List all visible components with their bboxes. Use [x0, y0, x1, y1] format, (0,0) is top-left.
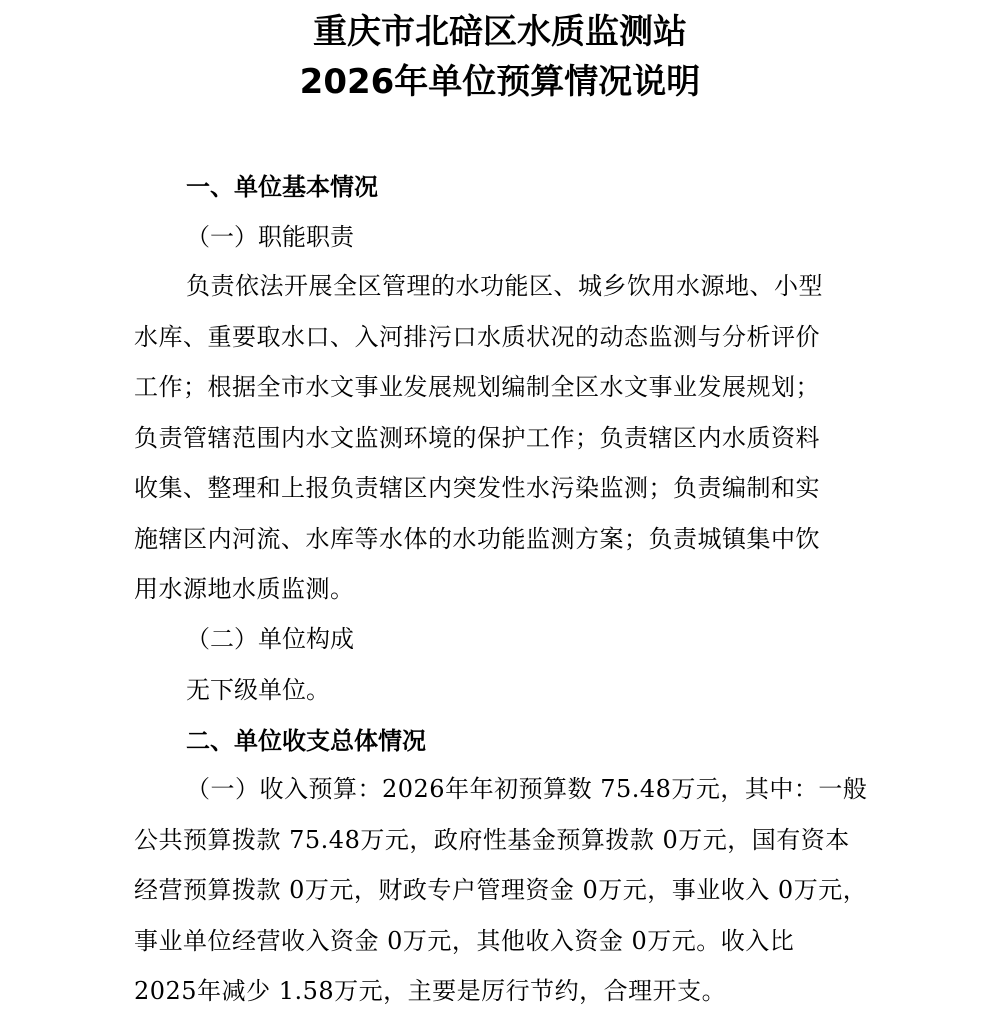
revenue-budget-paragraph	[134, 764, 894, 1017]
paragraph-line: 负责依法开展全区管理的水功能区、城乡饮用水源地、小型	[186, 272, 823, 300]
document-title-line1: 重庆市北碚区水质监测站	[313, 12, 687, 52]
paragraph-line: 工作；根据全市水文事业发展规划编制全区水文事业发展规划；	[134, 373, 820, 401]
subsection-heading-duties: （一）职能职责	[186, 223, 354, 251]
document-title-line2: 2026年单位预算情况说明	[299, 62, 701, 102]
section-heading-revenue-expenditure: 二、单位收支总体情况	[186, 727, 426, 755]
paragraph-line: 用水源地水质监测。	[134, 575, 355, 603]
paragraph-line: 水库、重要取水口、入河排污口水质状况的动态监测与分析评价	[134, 322, 820, 351]
section-heading-basic-info: 一、单位基本情况	[186, 173, 378, 201]
paragraph-line: 收集、整理和上报负责辖区内突发性水污染监测；负责编制和实	[134, 474, 820, 502]
paragraph-line: 2025年减少 1.58万元，主要是厉行节约，合理开支。	[134, 977, 727, 1005]
paragraph-line: 经营预算拨款 0万元，财政专户管理资金 0万元，事业收入 0万元，	[134, 876, 868, 904]
composition-text: 无下级单位。	[186, 676, 330, 704]
paragraph-line: 施辖区内河流、水库等水体的水功能监测方案；负责城镇集中饮	[134, 524, 820, 553]
paragraph-line: 公共预算拨款 75.48万元，政府性基金预算拨款 0万元，国有资本	[134, 825, 850, 854]
paragraph-line: （一）收入预算：2026年年初预算数 75.48万元，其中：一般	[186, 775, 868, 803]
paragraph-line: 负责管辖范围内水文监测环境的保护工作；负责辖区内水质资料	[134, 423, 820, 452]
paragraph-line: 事业单位经营收入资金 0万元，其他收入资金 0万元。收入比	[134, 926, 795, 955]
subsection-heading-composition: （二）单位构成	[186, 625, 354, 653]
duties-paragraph	[134, 261, 894, 615]
